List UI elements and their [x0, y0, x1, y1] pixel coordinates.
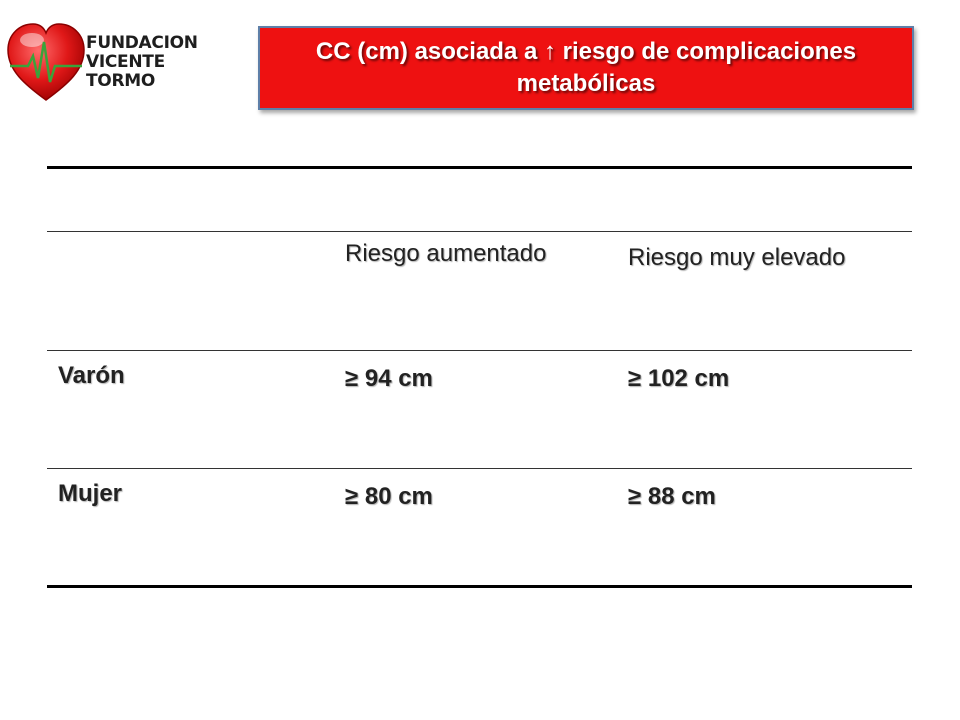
varon-aumentado-value: ≥ 94 cm: [345, 365, 433, 392]
heart-icon: [6, 22, 86, 104]
header-riesgo-muy-elevado: Riesgo muy elevado: [628, 244, 846, 271]
logo-line-1: FUNDACION: [86, 33, 198, 53]
mujer-elevado-value: ≥ 88 cm: [628, 483, 716, 510]
row-divider-1: [47, 350, 912, 351]
header-riesgo-aumentado: Riesgo aumentado: [345, 240, 547, 267]
table-top-rule: [47, 166, 912, 169]
header-rule: [47, 231, 912, 232]
logo-line-2: VICENTE TORMO: [86, 52, 165, 91]
row-label-mujer: Mujer: [58, 480, 123, 507]
logo: [6, 22, 236, 104]
row-label-varon: Varón: [58, 362, 125, 389]
row-divider-2: [47, 468, 912, 469]
title-banner: [258, 26, 914, 110]
logo-text: [86, 34, 236, 91]
page-title: CC (cm) asociada a ↑ riesgo de complicaciones metabólicas: [315, 38, 857, 97]
mujer-aumentado-value: ≥ 80 cm: [345, 483, 433, 510]
table-bottom-rule: [47, 585, 912, 588]
varon-elevado-value: ≥ 102 cm: [628, 365, 730, 392]
